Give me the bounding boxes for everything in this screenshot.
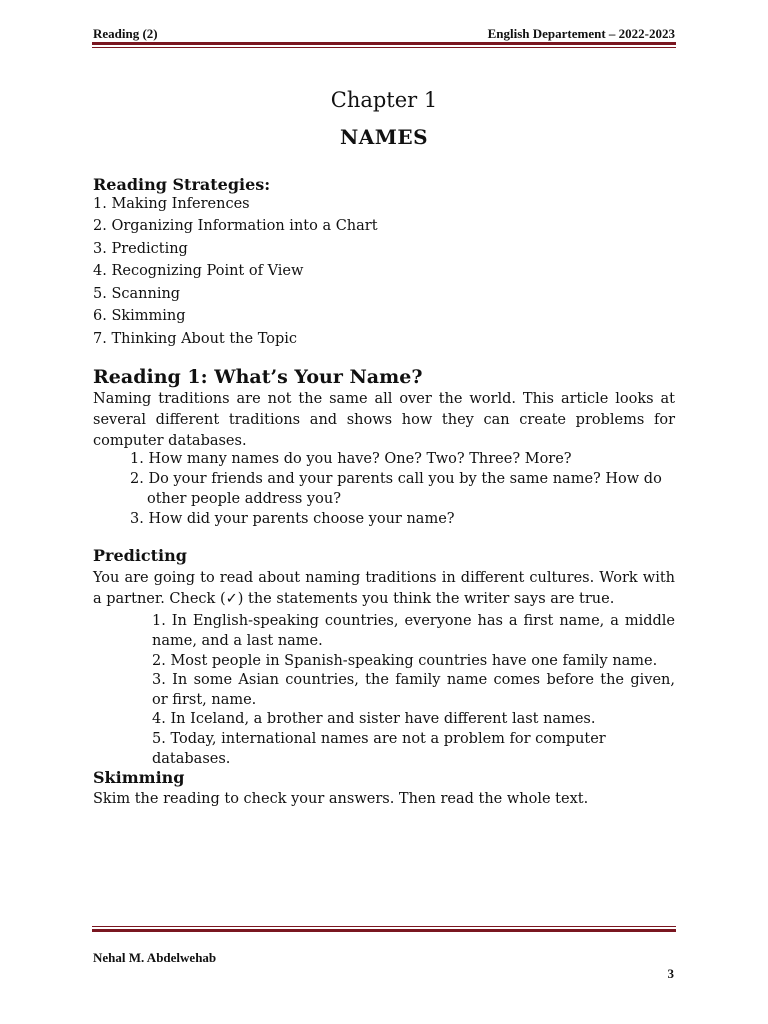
predicting-heading: Predicting (93, 546, 187, 565)
prediction-statement: 1. In English-speaking countries, everyone has a first name, a middle name, and a last name. (152, 613, 675, 649)
footer-author: Nehal M. Abdelwehab (93, 950, 217, 965)
predicting-intro: You are going to read about naming traditions in different cultures. Work with a partner. Check (✓) the statements you think the writer says are true. (93, 570, 675, 607)
header-department: English Departement – 2022-2023 (487, 26, 675, 41)
prediction-statement: 5. Today, international names are not a problem for computer databases. (152, 731, 606, 767)
strategy-item: 1. Making Inferences (93, 196, 250, 212)
strategy-item: 2. Organizing Information into a Chart (93, 218, 378, 234)
strategies-heading: Reading Strategies: (93, 175, 271, 194)
footer-rule-thin (92, 926, 676, 927)
skimming-heading: Skimming (93, 768, 185, 787)
strategy-item: 3. Predicting (93, 241, 188, 257)
reading1-question: 1. How many names do you have? One? Two? Three? More? (130, 451, 572, 467)
strategy-item: 6. Skimming (93, 308, 186, 324)
strategy-item: 5. Scanning (93, 286, 181, 302)
prediction-statement: 2. Most people in Spanish-speaking countries have one family name. (152, 653, 658, 669)
reading1-heading: Reading 1: What’s Your Name? (93, 366, 423, 388)
chapter-title: NAMES (339, 125, 429, 149)
footer-rule-thick (92, 929, 676, 932)
reading1-intro: Naming traditions are not the same all over the world. This article looks at several different traditions and shows how they can create problems for computer databases. (93, 391, 675, 449)
header-rule-thick (92, 42, 676, 45)
header-course: Reading (2) (93, 26, 158, 41)
prediction-statement: 3. In some Asian countries, the family name comes before the given, or first, name. (152, 672, 675, 708)
strategy-item: 4. Recognizing Point of View (93, 263, 304, 279)
page-number: 3 (667, 966, 674, 981)
skimming-text: Skim the reading to check your answers. Then read the whole text. (93, 791, 589, 807)
prediction-statement: 4. In Iceland, a brother and sister have different last names. (152, 711, 596, 727)
header-rule-thin (92, 47, 676, 48)
reading1-question: 3. How did your parents choose your name? (130, 511, 455, 527)
chapter-heading: Chapter 1 (330, 88, 438, 112)
strategy-item: 7. Thinking About the Topic (93, 331, 298, 347)
reading1-question: 2. Do your friends and your parents call you by the same name? How do other people address you? (130, 471, 662, 507)
